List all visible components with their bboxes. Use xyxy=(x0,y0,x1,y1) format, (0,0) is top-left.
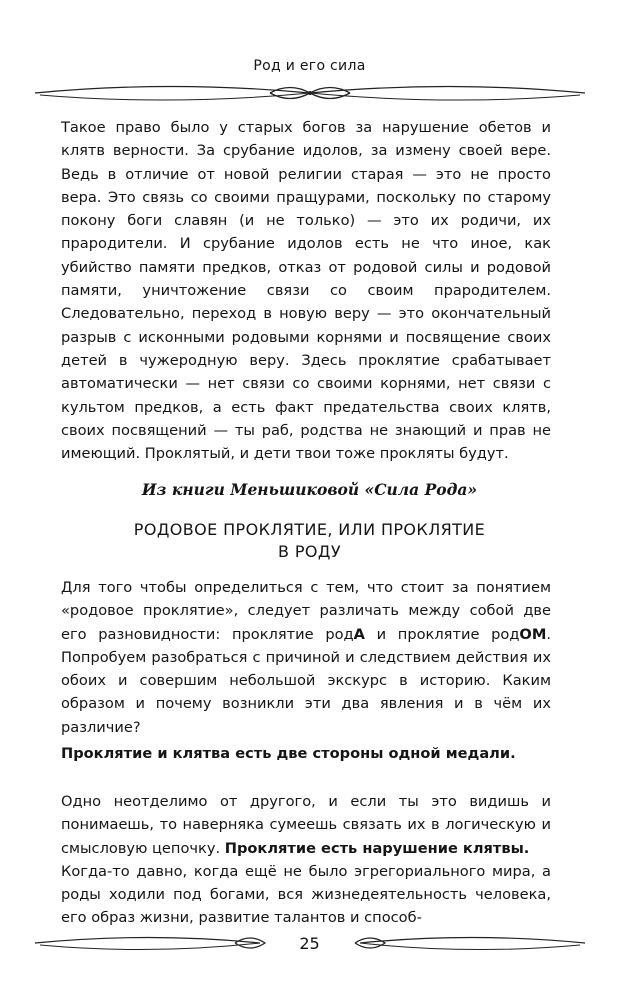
p2-bold-2: ОМ xyxy=(519,625,547,643)
paragraph-2 xyxy=(61,576,551,739)
source-citation: Из книги Меньшиковой «Сила Рода» xyxy=(141,480,478,499)
paragraph-3 xyxy=(61,790,551,930)
running-head: Род и его сила xyxy=(253,58,366,74)
p2-part-2: и проклятие род xyxy=(364,625,520,643)
paragraph-1-text: Такое право было у старых богов за нарушение обетов и клятв верности. За срубание идолов, за измену своей вере. Ведь в отличие от новой религии старая — это не просто вера. Это связь со своими пращурами, поскольку по старому покону боги славян (и не только) — это их родичи, их прародители. И срубание идолов есть не что иное, как убийство памяти предков, отказ от родовой силы и родовой памяти, уничтожение связи со своим прародителем. Следовательно, переход в новую веру — это окончательный разрыв с исконными родовыми корнями и посвящение своих детей в чужеродную веру. Здесь проклятие срабатывает автоматически — нет связи со своими корнями, нет связи с культом предков, а есть факт предательства своих клятв, своих посвящений — ты раб, родства не знающий и прав не имеющий. Проклятый, и дети твои тоже прокляты будут. xyxy=(61,119,551,463)
p2-part-1: Для того чтобы определиться с тем, что стоит за понятием «родовое проклятие», следует различать между собой две его разновидности: проклятие род xyxy=(61,579,551,643)
paragraph-4-text: Когда-то давно, когда ещё не было эгрегориального мира, а роды ходили под богами, вся жизнедеятельность человека, его образ жизни, развитие талантов и способ- xyxy=(61,862,551,927)
paragraph-1 xyxy=(61,116,551,465)
section-heading xyxy=(0,519,619,563)
p2-bold-1: А xyxy=(353,625,365,643)
top-ornament xyxy=(30,78,590,108)
p3-bold: Проклятие есть нарушение клятвы. xyxy=(224,839,530,857)
heading-line-1: РОДОВОЕ ПРОКЛЯТИЕ, ИЛИ ПРОКЛЯТИЕ xyxy=(133,520,486,539)
p2-part-3: . Попробуем разобраться с причиной и следствием действия их обоих и совершим небольшой экскурс в историю. Каким образом и почему возникли эти два явления и в чём их различие? xyxy=(61,625,551,736)
paragraph-3-text xyxy=(61,790,551,860)
paragraph-2-text xyxy=(61,576,551,739)
subheading: Проклятие и клятва есть две стороны одной медали. xyxy=(61,745,516,762)
heading-line-2: В РОДУ xyxy=(278,542,341,561)
page-number: 25 xyxy=(299,934,320,953)
p3-part-1: Одно неотделимо от другого, и если ты это видишь и понимаешь, то наверняка сумеешь связать их в логическую и смысловую цепочку. xyxy=(61,793,551,857)
